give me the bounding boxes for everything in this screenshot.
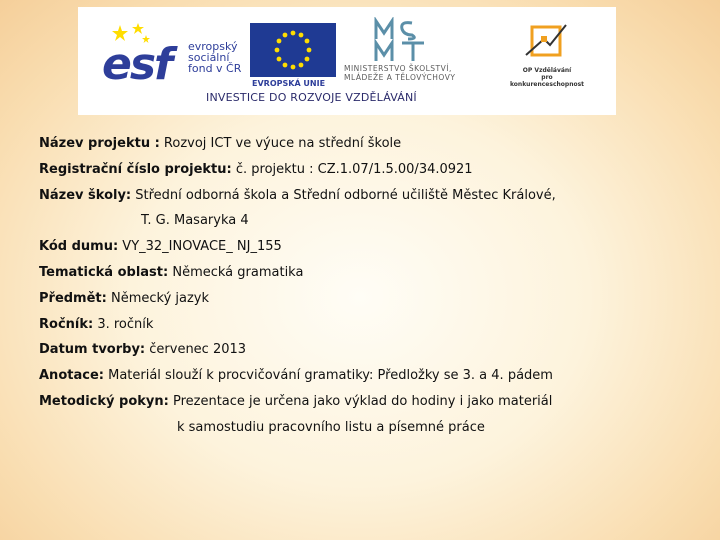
grade-row: Ročník: 3. ročník: [39, 316, 154, 332]
method-cont: k samostudiu pracovního listu a písemné práce: [177, 419, 485, 435]
annotation-row: Anotace: Materiál slouží k procvičování gramatiky: Předložky se 3. a 4. pádem: [39, 368, 553, 384]
topic-row: Tematická oblast: Německá gramatika: [39, 264, 304, 280]
msmt-monogram-icon: [372, 17, 452, 63]
school-name-row: Název školy: Střední odborná škola a Střední odborné učiliště Městec Králové,: [39, 187, 556, 203]
esf-wordmark: esf: [102, 39, 172, 90]
project-name-row: Název projektu : Rozvoj ICT ve výuce na střední škole: [39, 136, 402, 151]
logo-banner: [78, 7, 616, 115]
op-logo: [504, 19, 590, 89]
msmt-text: MINISTERSTVO ŠKOLSTVÍ, MLÁDEŽE A TĚLOVÝCHOVY: [344, 64, 456, 82]
registration-row: Registrační číslo projektu: č. projektu : CZ.1.07/1.5.00/34.0921: [39, 161, 473, 177]
banner-caption: INVESTICE DO ROZVOJE VZDĚLÁVÁNÍ: [206, 91, 417, 104]
msmt-logo: [342, 17, 492, 87]
dum-code-row: Kód dumu: VY_32_INOVACE_ NJ_155: [39, 239, 282, 255]
esf-text: evropský sociální fond v ČR: [188, 40, 242, 75]
subject-row: Předmět: Německý jazyk: [39, 290, 210, 306]
esf-logo: [102, 21, 262, 90]
eu-flag-icon: [250, 23, 336, 77]
eu-logo: [250, 23, 338, 89]
project-info: [39, 131, 699, 441]
eu-label: EVROPSKÁ UNIE: [252, 79, 326, 88]
op-text: OP Vzdělávání pro konkurenceschopnost: [509, 67, 585, 88]
school-name-cont: T. G. Masaryka 4: [141, 213, 249, 229]
op-emblem-icon: [524, 19, 570, 63]
method-row: Metodický pokyn: Prezentace je určena jako výklad do hodiny i jako materiál: [39, 393, 553, 409]
date-row: Datum tvorby: červenec 2013: [39, 342, 247, 358]
